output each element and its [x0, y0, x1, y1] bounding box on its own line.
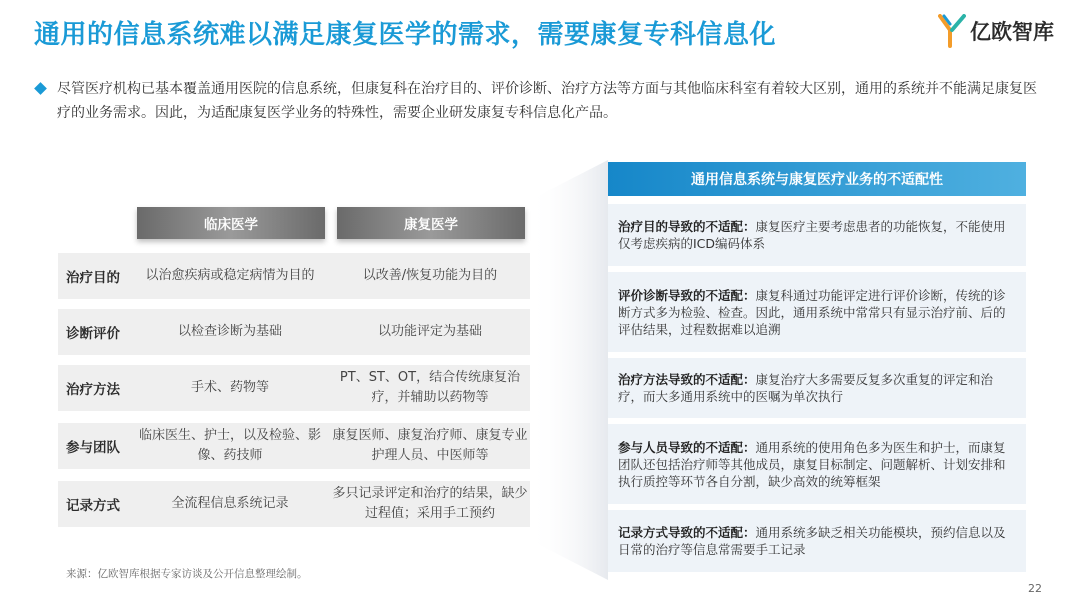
mismatch-item — [608, 510, 1026, 572]
mismatch-item-body: 康复治疗大多需要反复多次重复的评定和治疗，而大多通用系统中的医嘱为单次执行 — [618, 372, 994, 404]
intro-text: 尽管医疗机构已基本覆盖通用医院的信息系统，但康复科在治疗目的、评价诊断、治疗方法等方面与其他临床科室有着较大区别，通用的系统并不能满足康复医疗的业务需求。因此，为适配康复医学业务的特殊性，需要企业研发康复专科信息化产品。 — [57, 81, 1037, 121]
mismatch-item-heading: 记录方式导致的不适配： — [618, 525, 756, 540]
mismatch-item-body: 康复医疗主要考虑患者的功能恢复，不能使用仅考虑疾病的ICD编码体系 — [618, 219, 1006, 251]
clinical-cell: 手术、药物等 — [190, 380, 269, 395]
rehab-cell: 以改善/恢复功能为目的 — [362, 268, 498, 283]
column-header-rehab: 康复医学 — [337, 207, 525, 239]
mismatch-item-body: 通用系统多缺乏相关功能模块，预约信息以及日常的治疗等信息常需要手工记录 — [618, 525, 1006, 557]
mismatch-item-body: 通用系统的使用角色多为医生和护士，而康复团队还包括治疗师等其他成员，康复目标制定、问题解析、计划安排和执行质控等环节各自分割，缺少高效的统筹框架 — [618, 439, 1006, 489]
brand-logo — [938, 14, 1054, 48]
mismatch-item-heading: 治疗目的导致的不适配： — [618, 219, 756, 234]
source-note: 来源：亿欧智库根据专家访谈及公开信息整理绘制。 — [66, 568, 308, 580]
comparison-row — [58, 423, 530, 469]
mismatch-item-text — [618, 371, 1016, 405]
mismatch-item-text — [618, 439, 1016, 490]
mismatch-item-heading: 治疗方法导致的不适配： — [618, 372, 756, 387]
mismatch-item-text — [618, 524, 1016, 558]
logo-text: 亿欧智库 — [970, 20, 1054, 44]
mismatch-item-heading: 评价诊断导致的不适配： — [618, 287, 756, 303]
clinical-cell: 以治愈疾病或稳定病情为目的 — [145, 268, 315, 283]
comparison-row — [58, 481, 530, 527]
rehab-cell: 以功能评定为基础 — [377, 324, 482, 339]
intro-paragraph — [34, 77, 1044, 125]
mismatch-item-text — [618, 287, 1016, 338]
panel-connector-shadow — [530, 160, 610, 580]
rehab-cell: 多只记录评定和治疗的结果，缺少过程值；采用手工预约 — [332, 486, 528, 521]
mismatch-item-text — [618, 218, 1016, 252]
mismatch-item-heading: 参与人员导致的不适配： — [618, 439, 756, 455]
mismatch-item — [608, 204, 1026, 266]
row-label: 诊断评价 — [66, 326, 120, 342]
mismatch-item-body: 康复科通过功能评定进行评价诊断，传统的诊断方式多为检验、检查。因此，通用系统中常常只有显示治疗前、后的评估结果，过程数据难以追溯 — [618, 287, 1006, 337]
logo-icon — [938, 14, 966, 48]
row-label: 参与团队 — [66, 440, 120, 456]
rehab-cell: 康复医师、康复治疗师、康复专业护理人员、中医师等 — [332, 428, 528, 463]
mismatch-item — [608, 358, 1026, 418]
mismatch-panel-title: 通用信息系统与康复医疗业务的不适配性 — [608, 162, 1026, 196]
clinical-cell: 以检查诊断为基础 — [177, 324, 282, 339]
row-label: 记录方式 — [66, 498, 120, 514]
mismatch-item — [608, 424, 1026, 504]
page-number: 22 — [1028, 582, 1042, 595]
row-label: 治疗目的 — [66, 270, 120, 286]
page-title: 通用的信息系统难以满足康复医学的需求，需要康复专科信息化 — [34, 20, 777, 50]
row-label: 治疗方法 — [66, 382, 120, 398]
comparison-row — [58, 309, 530, 355]
mismatch-item — [608, 272, 1026, 352]
column-header-clinical: 临床医学 — [137, 207, 325, 239]
bullet-diamond-icon — [34, 82, 47, 95]
clinical-cell: 临床医生、护士，以及检验、影像、药技师 — [138, 428, 321, 463]
comparison-row — [58, 365, 530, 411]
comparison-row — [58, 253, 530, 299]
clinical-cell: 全流程信息系统记录 — [171, 496, 289, 511]
rehab-cell: PT、ST、OT，结合传统康复治疗，并辅助以药物等 — [339, 370, 521, 405]
